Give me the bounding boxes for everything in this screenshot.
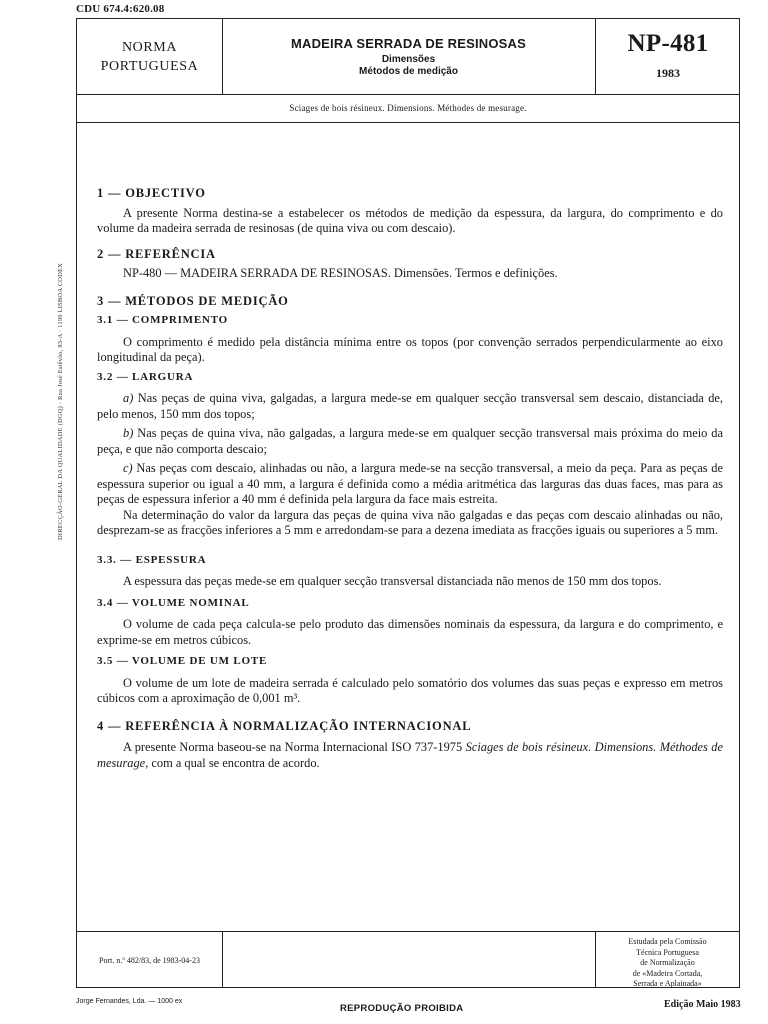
norma-label: NORMA (121, 39, 178, 55)
cdu-code: CDU 674.4:620.08 (76, 3, 165, 15)
header-code-box (595, 19, 740, 95)
iso-title: Sciages de bois résineux. Dimensions. Méthodes de mesurage (97, 740, 723, 770)
section-4-heading: 4 — REFERÊNCIA À NORMALIZAÇÃO INTERNACIONAL (97, 718, 472, 733)
section-3-1-heading: 3.1 — COMPRIMENTO (97, 314, 229, 326)
portaria-text: Port. n.º 482/83, de 1983-04-23 (99, 955, 200, 965)
section-3-4-heading: 3.4 — VOLUME NOMINAL (97, 596, 250, 609)
reproduction-notice: REPRODUÇÃO PROIBIDA (340, 1003, 464, 1014)
header-left-box (77, 19, 223, 95)
section-1-text: A presente Norma destina-se a estabelecer os métodos de medição da espessura, da largura, do comprimento e do volume da madeira serrada de resinosas (de quina viva ou com descaio). (97, 205, 723, 235)
section-2-heading: 2 — REFERÊNCIA (97, 246, 216, 261)
section-2-text: NP-480 — MADEIRA SERRADA DE RESINOSAS. Dimensões. Termos e definições. (123, 266, 558, 280)
document-body (97, 186, 723, 771)
section-3-4-text: O volume de cada peça calcula-se pelo produto das dimensões nominais da espessura, da largura e do comprimento, e exprime-se em metros cúbicos. (97, 617, 723, 647)
section-3-2-heading: 3.2 — LARGURA (97, 370, 194, 383)
comissao-line-5: Serrada e Aplainada» (633, 979, 702, 988)
item-a-text: Nas peças de quina viva, galgadas, a largura mede-se em qualquer secção transversal sem descaio, distanciada de, pelo menos, 150 mm dos topos; (97, 391, 723, 421)
section-4-text-pre: A presente Norma baseou-se na Norma Internacional ISO 737-1975 (123, 740, 466, 754)
section-3-2-a (97, 391, 723, 422)
side-stamp: DIRECÇÃO-GERAL DA QUALIDADE (DGQ) · Rua José Estêvão, 83-A · 1199 LISBOA CODEX (57, 262, 64, 540)
header-title-box (222, 19, 595, 95)
section-4-text-post: , com a qual se encontra de acordo. (145, 755, 320, 770)
comissao-line-1: Estudada pela Comissão (628, 937, 707, 946)
section-3-3-text: A espessura das peças mede-se em qualquer secção transversal distanciada não menos de 150 mm dos topos. (123, 574, 662, 588)
item-c-text: Nas peças com descaio, alinhadas ou não, a largura mede-se na secção transversal, a meio da peça. Para as peças de espessura superior ou igual a 40 mm, a largura é definida como a média aritmética das larguras das duas faces, mas para as peças de espessura inferior a 40 mm é definida pela largura da face mais estreita. (97, 461, 723, 506)
comissao-line-2: Técnica Portuguesa (636, 947, 699, 957)
section-3-2-rounding: Na determinação do valor da largura das peças de quina viva não galgadas e das peças com descaio alinhadas ou não, desprezam-se as fracções inferiores a 5 mm e arredondam-se para a dezena imediata as fracções iguais ou superiores a 5 mm. (97, 507, 723, 537)
section-3-1-text: O comprimento é medido pela distância mínima entre os topos (por convenção serrados perpendicularmente ao eixo longitudinal da peça). (97, 334, 723, 364)
portuguesa-label: PORTUGUESA (100, 58, 199, 74)
item-c-label: c) (123, 461, 133, 475)
edition-date: Edição Maio 1983 (664, 999, 741, 1010)
comissao-box (595, 932, 739, 988)
section-4-text (97, 740, 723, 771)
portaria-box (77, 932, 223, 988)
standard-year: 1983 (656, 66, 680, 80)
section-3-5-heading: 3.5 — VOLUME DE UM LOTE (97, 655, 268, 667)
comissao-line-4: de «Madeira Cortada, (632, 968, 703, 978)
standard-code: NP-481 (627, 30, 709, 57)
item-b-text: Nas peças de quina viva, não galgadas, a largura mede-se em qualquer secção transversal mais próxima do meio da peça, e que não comporta descaio; (97, 426, 723, 456)
item-b-label: b) (123, 426, 134, 440)
footer-boxes (77, 931, 739, 988)
french-title: Sciages de bois résineux. Dimensions. Méthodes de mesurage. (77, 94, 739, 123)
section-3-2-b (97, 426, 723, 457)
comissao-line-3: de Normalização (640, 958, 695, 967)
section-1-heading: 1 — OBJECTIVO (97, 186, 206, 200)
document-frame (76, 18, 740, 988)
document-title: MADEIRA SERRADA DE RESINOSAS (290, 36, 527, 51)
section-3-5-text: O volume de um lote de madeira serrada é calculado pelo somatório dos volumes das suas peças e expresso em metros cúbicos com a aproximação de 0,001 m³. (97, 675, 723, 705)
section-3-2-c (97, 461, 723, 508)
item-a-label: a) (123, 391, 134, 405)
document-subtitle-2: Métodos de medição (359, 66, 458, 77)
document-subtitle-1: Dimensões (381, 54, 436, 65)
section-3-3-heading: 3.3. — ESPESSURA (97, 553, 207, 566)
section-3-heading: 3 — MÉTODOS DE MEDIÇÃO (97, 293, 289, 308)
printer-credit: Jorge Fernandes, Lda. — 1000 ex (76, 998, 183, 1005)
